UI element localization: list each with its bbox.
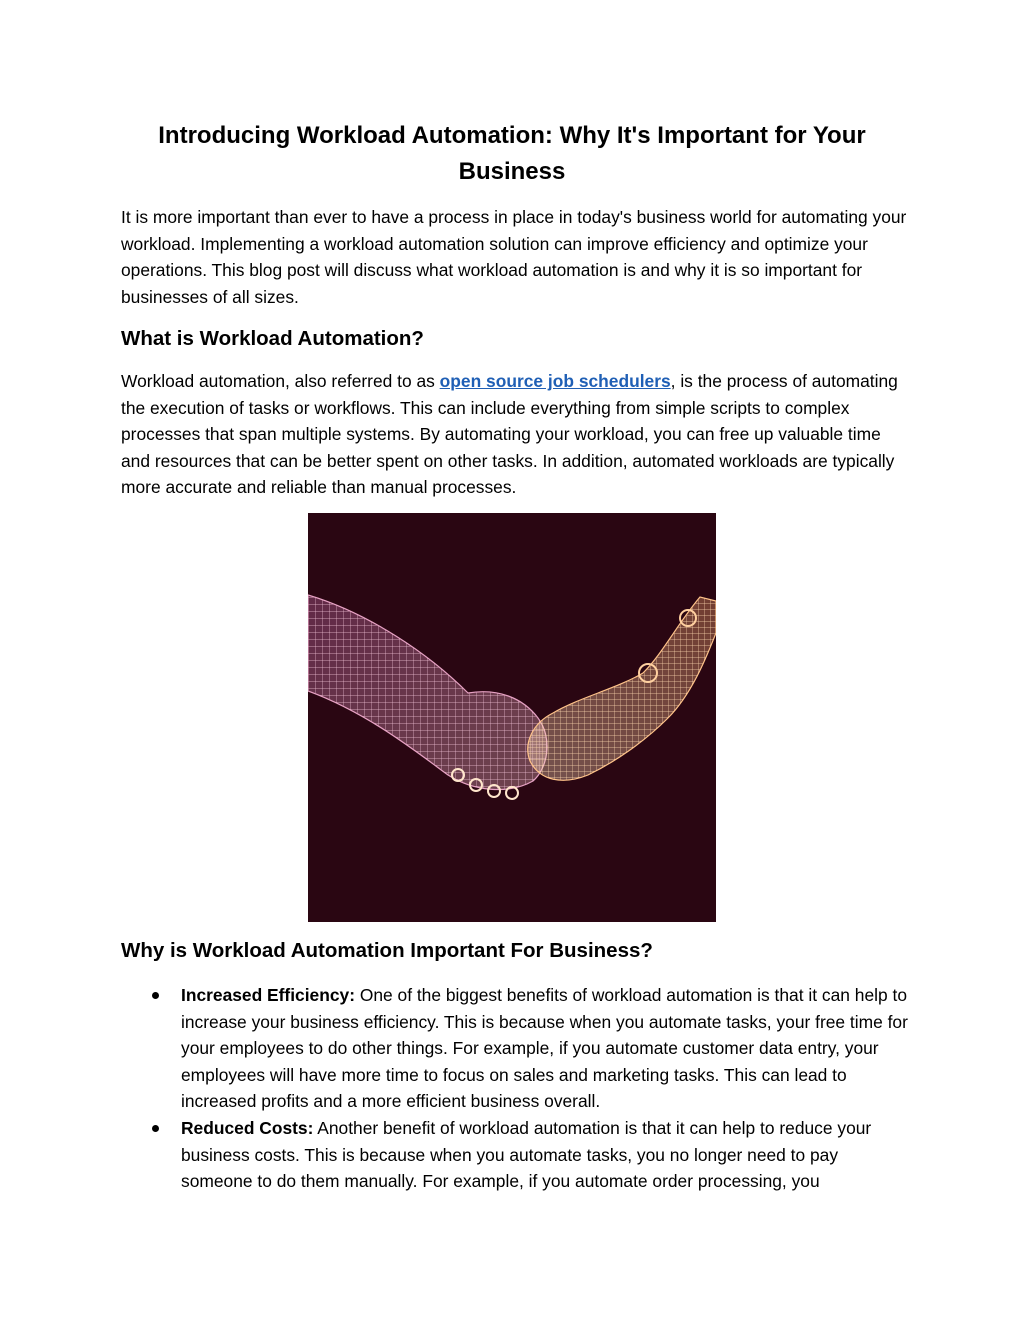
open-source-job-schedulers-link[interactable]: open source job schedulers bbox=[439, 371, 671, 391]
bullet-label: Increased Efficiency: bbox=[181, 985, 355, 1005]
section1-paragraph bbox=[121, 368, 911, 501]
bullet-text: Another benefit of workload automation is that it can help to reduce your business costs. This is because when you automate tasks, you no longer need to pay someone to do them manually. For example, if you automate order processing, you bbox=[181, 1117, 872, 1192]
bullet-label: Reduced Costs: bbox=[181, 1117, 314, 1138]
list-item bbox=[121, 1115, 911, 1195]
list-item bbox=[121, 982, 911, 1115]
section1-text-after-link: , is the process of automating the execution of tasks or workflows. This can include everything from simple scripts to complex processes that span multiple systems. By automating your workload, you can free up valuable time and resources that can be better spent on other tasks. In addition, automated workloads are typically more accurate and reliable than manual processes. bbox=[121, 371, 898, 498]
benefits-list bbox=[121, 982, 911, 1195]
section-heading-what-is: What is Workload Automation? bbox=[121, 327, 424, 350]
bullet-icon bbox=[152, 992, 159, 999]
bullet-icon bbox=[152, 1125, 159, 1132]
page-title: Introducing Workload Automation: Why It's Important for Your Business bbox=[158, 122, 866, 185]
section1-text-before-link: Workload automation, also referred to as bbox=[121, 371, 440, 391]
section-heading-why-important: Why is Workload Automation Important For Business? bbox=[121, 939, 653, 962]
handshake-image bbox=[308, 513, 716, 922]
intro-paragraph: It is more important than ever to have a process in place in today's business world for automating your workload. Implementing a workload automation solution can improve efficiency and optimize your operations. This blog post will discuss what workload automation is and why it is so important for businesses of all sizes. bbox=[121, 207, 907, 307]
bullet-text: One of the biggest benefits of workload automation is that it can help to increase your business efficiency. This is because when you automate tasks, your free time for your employees to do other things. For example, if you automate customer data entry, your employees will have more time to focus on sales and marketing tasks. This can lead to increased profits and a more efficient business overall. bbox=[181, 985, 908, 1112]
